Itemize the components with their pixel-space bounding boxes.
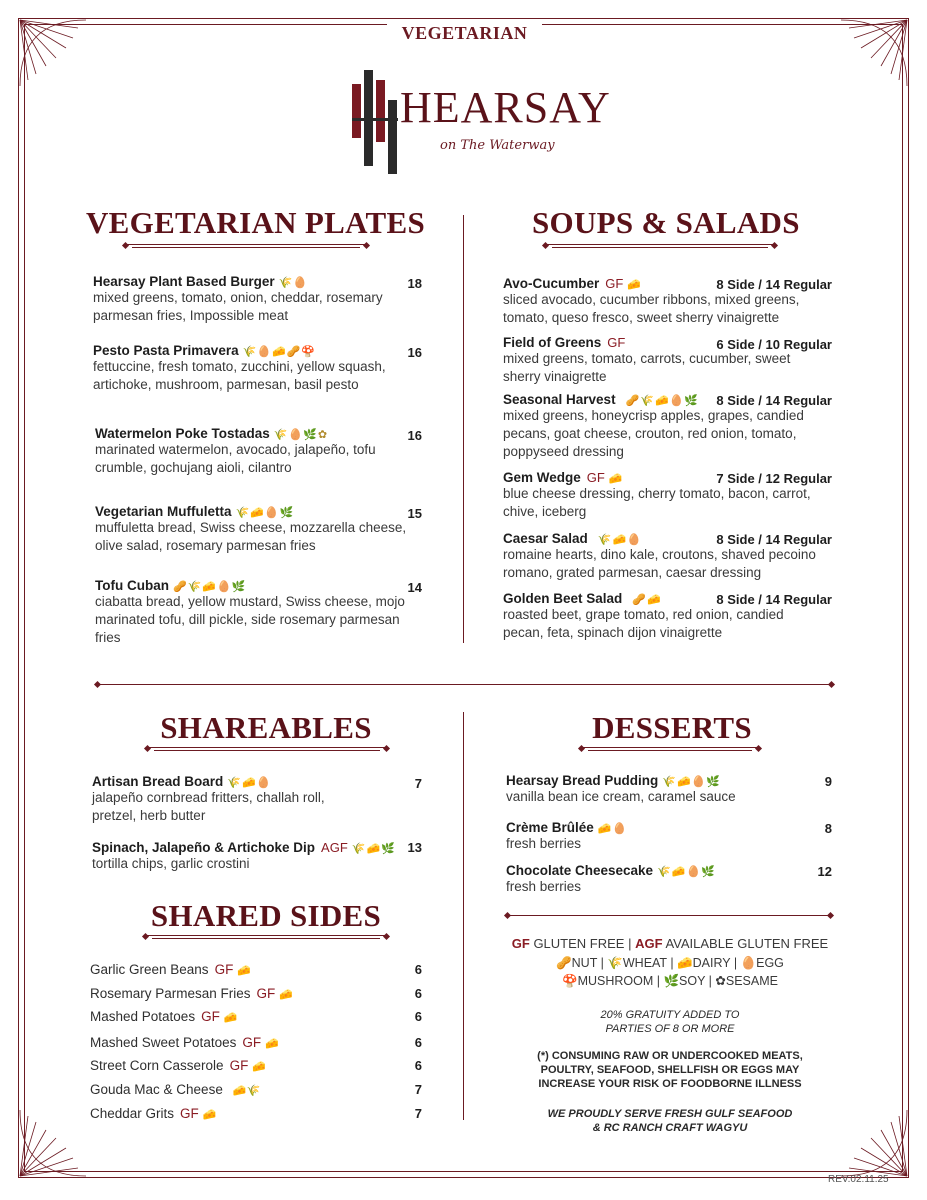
- item-price: 7 Side / 12 Regular: [716, 471, 832, 486]
- sourcing-line: & RC RANCH CRAFT WAGYU: [592, 1122, 748, 1134]
- item-description: pretzel, herb butter: [92, 808, 206, 823]
- side-name: Mashed Sweet Potatoes: [90, 1035, 237, 1050]
- gluten-free-tag: GF: [214, 962, 234, 977]
- item-description: chive, iceberg: [503, 504, 587, 519]
- item-description: olive salad, rosemary parmesan fries: [95, 538, 316, 553]
- item-price: 8: [824, 821, 832, 836]
- item-name: Crème Brûlée: [506, 820, 594, 835]
- item-price: 8 Side / 14 Regular: [716, 393, 832, 408]
- allergen-icons: 🧀: [252, 1061, 267, 1073]
- item-price: 13: [407, 840, 422, 855]
- gluten-free-tag: GF: [242, 1035, 262, 1050]
- legend-allergens: 🍄MUSHROOM | 🌿SOY | ✿SESAME: [562, 974, 778, 988]
- item-name: Gem Wedge: [503, 470, 581, 485]
- column-divider: [463, 712, 464, 1120]
- item-description: marinated tofu, dill pickle, side rosemary parmesan: [95, 612, 400, 627]
- item-price: 14: [407, 580, 422, 595]
- gluten-free-tag: GF: [229, 1058, 249, 1073]
- section-title-shared-sides: SHARED SIDES: [150, 898, 382, 933]
- allergen-icons: 🥜🧀: [632, 594, 662, 606]
- allergen-icons: 🌾🧀🥚🌿: [657, 866, 716, 878]
- logo-wordmark: HEARSAY: [400, 83, 611, 132]
- title-rule: [126, 243, 366, 249]
- allergen-icons: 🧀: [223, 1012, 238, 1024]
- side-item: [90, 1058, 266, 1073]
- gluten-free-tag: GF: [607, 335, 626, 350]
- item-description: sherry vinaigrette: [503, 369, 607, 384]
- gratuity-line: 20% GRATUITY ADDED TO: [600, 1009, 740, 1021]
- side-price: 6: [414, 1009, 422, 1024]
- allergen-icons: 🧀: [265, 1038, 279, 1050]
- agf-code: AGF: [635, 936, 663, 951]
- side-price: 6: [414, 986, 422, 1001]
- side-price: 7: [414, 1106, 422, 1121]
- item-description: poppyseed dressing: [503, 444, 624, 459]
- legend-allergens: 🥜NUT | 🌾WHEAT | 🧀DAIRY | 🥚EGG: [556, 956, 784, 970]
- menu-category-badge: VEGETARIAN: [387, 20, 542, 46]
- side-price: 6: [414, 1035, 422, 1050]
- side-name: Street Corn Casserole: [90, 1058, 224, 1073]
- allergen-icons: 🧀: [279, 989, 293, 1001]
- allergen-icons: 🥜🌾🧀🥚🌿: [172, 581, 247, 593]
- item-description: romaine hearts, dino kale, croutons, shaved pecoino: [503, 547, 816, 562]
- sourcing-line: WE PROUDLY SERVE FRESH GULF SEAFOOD: [547, 1108, 793, 1120]
- logo-tagline: on The Waterway: [440, 138, 555, 153]
- side-price: 7: [414, 1082, 422, 1097]
- menu-item: [506, 863, 826, 896]
- item-description: pecans, goat cheese, crouton, red onion, tomato,: [503, 426, 797, 441]
- side-item: [90, 962, 251, 977]
- side-name: Gouda Mac & Cheese: [90, 1082, 223, 1097]
- allergen-icons: 🌾🧀🥚🌿: [235, 507, 295, 519]
- menu-item: [506, 773, 826, 806]
- item-description: fresh berries: [506, 836, 582, 851]
- corner-ornament: [18, 1108, 88, 1178]
- item-name: Tofu Cuban: [95, 578, 169, 593]
- item-description: artichoke, mushroom, parmesan, basil pesto: [93, 377, 359, 392]
- gf-code: GF: [511, 936, 530, 951]
- allergen-icons: 🌾🧀🥚🌿: [662, 776, 722, 788]
- gratuity-note: [520, 1008, 820, 1036]
- section-divider: [98, 684, 831, 685]
- allergen-icons: 🧀🥚: [597, 823, 628, 835]
- section-title-soups-salads: SOUPS & SALADS: [532, 205, 800, 240]
- item-description: mixed greens, honeycrisp apples, grapes, candied: [503, 408, 804, 423]
- item-description: fries: [95, 630, 121, 645]
- item-name: Artisan Bread Board: [92, 774, 224, 789]
- allergen-icons: 🧀: [627, 279, 643, 291]
- item-description: mixed greens, tomato, onion, cheddar, rosemary: [93, 290, 383, 305]
- side-name: Cheddar Grits: [90, 1106, 175, 1121]
- item-name: Caesar Salad: [503, 531, 588, 546]
- item-price: 6 Side / 10 Regular: [716, 337, 832, 352]
- item-price: 8 Side / 14 Regular: [716, 277, 832, 292]
- item-name: Hearsay Plant Based Burger: [93, 274, 275, 289]
- item-description: marinated watermelon, avocado, jalapeño, tofu: [95, 442, 376, 457]
- section-title-vegetarian-plates: VEGETARIAN PLATES: [86, 205, 425, 240]
- gluten-free-tag: GF: [605, 276, 624, 291]
- item-description: fettuccine, fresh tomato, zucchini, yellow squash,: [93, 359, 386, 374]
- item-name: Field of Greens: [503, 335, 602, 350]
- allergen-icons: 🌾🧀🥚: [227, 777, 272, 789]
- item-price: 8 Side / 14 Regular: [716, 592, 832, 607]
- item-description: tortilla chips, garlic crostini: [92, 856, 250, 871]
- side-item: [90, 986, 293, 1001]
- legend-gluten-free: GF GLUTEN FREE | AGF AVAILABLE GLUTEN FREE: [511, 936, 829, 951]
- gluten-free-tag: GF: [586, 470, 605, 485]
- allergen-icons: 🌾🧀🥚: [597, 534, 642, 546]
- section-title-desserts: DESSERTS: [592, 710, 752, 745]
- item-price: 9: [824, 774, 832, 789]
- side-item: [90, 1035, 279, 1050]
- corner-ornament: [839, 1108, 909, 1178]
- advisory-line: INCREASE YOUR RISK OF FOODBORNE ILLNESS: [538, 1078, 802, 1090]
- side-item: [90, 1106, 217, 1121]
- agf-text: AVAILABLE GLUTEN FREE: [665, 936, 829, 951]
- item-name: Spinach, Jalapeño & Artichoke Dip: [92, 840, 316, 855]
- gluten-free-tag: GF: [256, 986, 276, 1001]
- corner-ornament: [839, 18, 909, 88]
- item-name: Golden Beet Salad: [503, 591, 623, 606]
- item-name: Chocolate Cheesecake: [506, 863, 654, 878]
- side-item: [90, 1082, 260, 1097]
- item-price: 12: [817, 864, 832, 879]
- gluten-free-tag: GF: [180, 1106, 199, 1121]
- item-description: sliced avocado, cucumber ribbons, mixed greens,: [503, 292, 800, 307]
- menu-item: [506, 820, 826, 853]
- item-description: jalapeño cornbread fritters, challah roll,: [92, 790, 325, 805]
- item-price: 16: [407, 428, 422, 443]
- allergen-icons: 🌾🥚: [278, 277, 308, 289]
- sourcing-note: [500, 1107, 840, 1135]
- gluten-free-tag: GF: [201, 1009, 220, 1024]
- column-divider: [463, 215, 464, 643]
- allergen-icons: 🥜🌾🧀🥚🌿: [625, 395, 700, 407]
- item-description: ciabatta bread, yellow mustard, Swiss cheese, mojo: [95, 594, 405, 609]
- allergen-icons: 🌾🥚🌿✿: [273, 429, 329, 441]
- legend-divider: [508, 915, 830, 916]
- allergen-icons: 🌾🧀🌿: [351, 843, 396, 855]
- item-description: vanilla bean ice cream, caramel sauce: [506, 789, 736, 804]
- item-name: Avo-Cucumber: [503, 276, 600, 291]
- side-name: Mashed Potatoes: [90, 1009, 196, 1024]
- section-title-shareables: SHAREABLES: [160, 710, 372, 745]
- item-description: crumble, gochujang aioli, cilantro: [95, 460, 292, 475]
- allergen-icons: 🧀: [202, 1109, 217, 1121]
- item-name: Watermelon Poke Tostadas: [95, 426, 270, 441]
- item-price: 15: [407, 506, 422, 521]
- allergen-icons: 🧀🌾: [232, 1085, 261, 1097]
- side-name: Rosemary Parmesan Fries: [90, 986, 251, 1001]
- item-price: 8 Side / 14 Regular: [716, 532, 832, 547]
- title-rule: [146, 934, 386, 940]
- gratuity-line: PARTIES OF 8 OR MORE: [605, 1023, 735, 1035]
- item-name: Seasonal Harvest: [503, 392, 616, 407]
- allergen-icons: 🌾🥚🧀🥜🍄: [242, 346, 317, 358]
- corner-ornament: [18, 18, 88, 88]
- side-name: Garlic Green Beans: [90, 962, 209, 977]
- item-description: tomato, queso fresco, sweet sherry vinaigrette: [503, 310, 780, 325]
- side-price: 6: [414, 962, 422, 977]
- item-description: blue cheese dressing, cherry tomato, bacon, carrot,: [503, 486, 811, 501]
- item-price: 7: [414, 776, 422, 791]
- gluten-free-tag: AGF: [321, 840, 348, 855]
- item-name: Pesto Pasta Primavera: [93, 343, 239, 358]
- title-rule: [546, 243, 774, 249]
- gf-text: GLUTEN FREE: [533, 936, 625, 951]
- item-description: roasted beet, grape tomato, red onion, candied: [503, 607, 784, 622]
- consumer-advisory: [500, 1049, 840, 1091]
- item-description: mixed greens, tomato, carrots, cucumber, sweet: [503, 351, 791, 366]
- item-price: 18: [407, 276, 422, 291]
- allergen-icons: 🧀: [237, 965, 252, 977]
- title-rule: [148, 746, 386, 752]
- side-item: [90, 1009, 238, 1024]
- item-name: Vegetarian Muffuletta: [95, 504, 232, 519]
- revision-code: REV.02.11.25: [828, 1174, 889, 1185]
- item-description: parmesan fries, Impossible meat: [93, 308, 289, 323]
- advisory-line: (*) CONSUMING RAW OR UNDERCOOKED MEATS,: [537, 1050, 803, 1062]
- item-name: Hearsay Bread Pudding: [506, 773, 659, 788]
- item-description: muffuletta bread, Swiss cheese, mozzarella cheese,: [95, 520, 407, 535]
- item-price: 16: [407, 345, 422, 360]
- allergen-icons: 🧀: [608, 473, 624, 485]
- item-description: pecan, feta, spinach dijon vinaigrette: [503, 625, 723, 640]
- title-rule: [582, 746, 758, 752]
- side-price: 6: [414, 1058, 422, 1073]
- item-description: fresh berries: [506, 879, 582, 894]
- advisory-line: POULTRY, SEAFOOD, SHELLFISH OR EGGS MAY: [540, 1064, 800, 1076]
- item-description: romano, grated parmesan, caesar dressing: [503, 565, 762, 580]
